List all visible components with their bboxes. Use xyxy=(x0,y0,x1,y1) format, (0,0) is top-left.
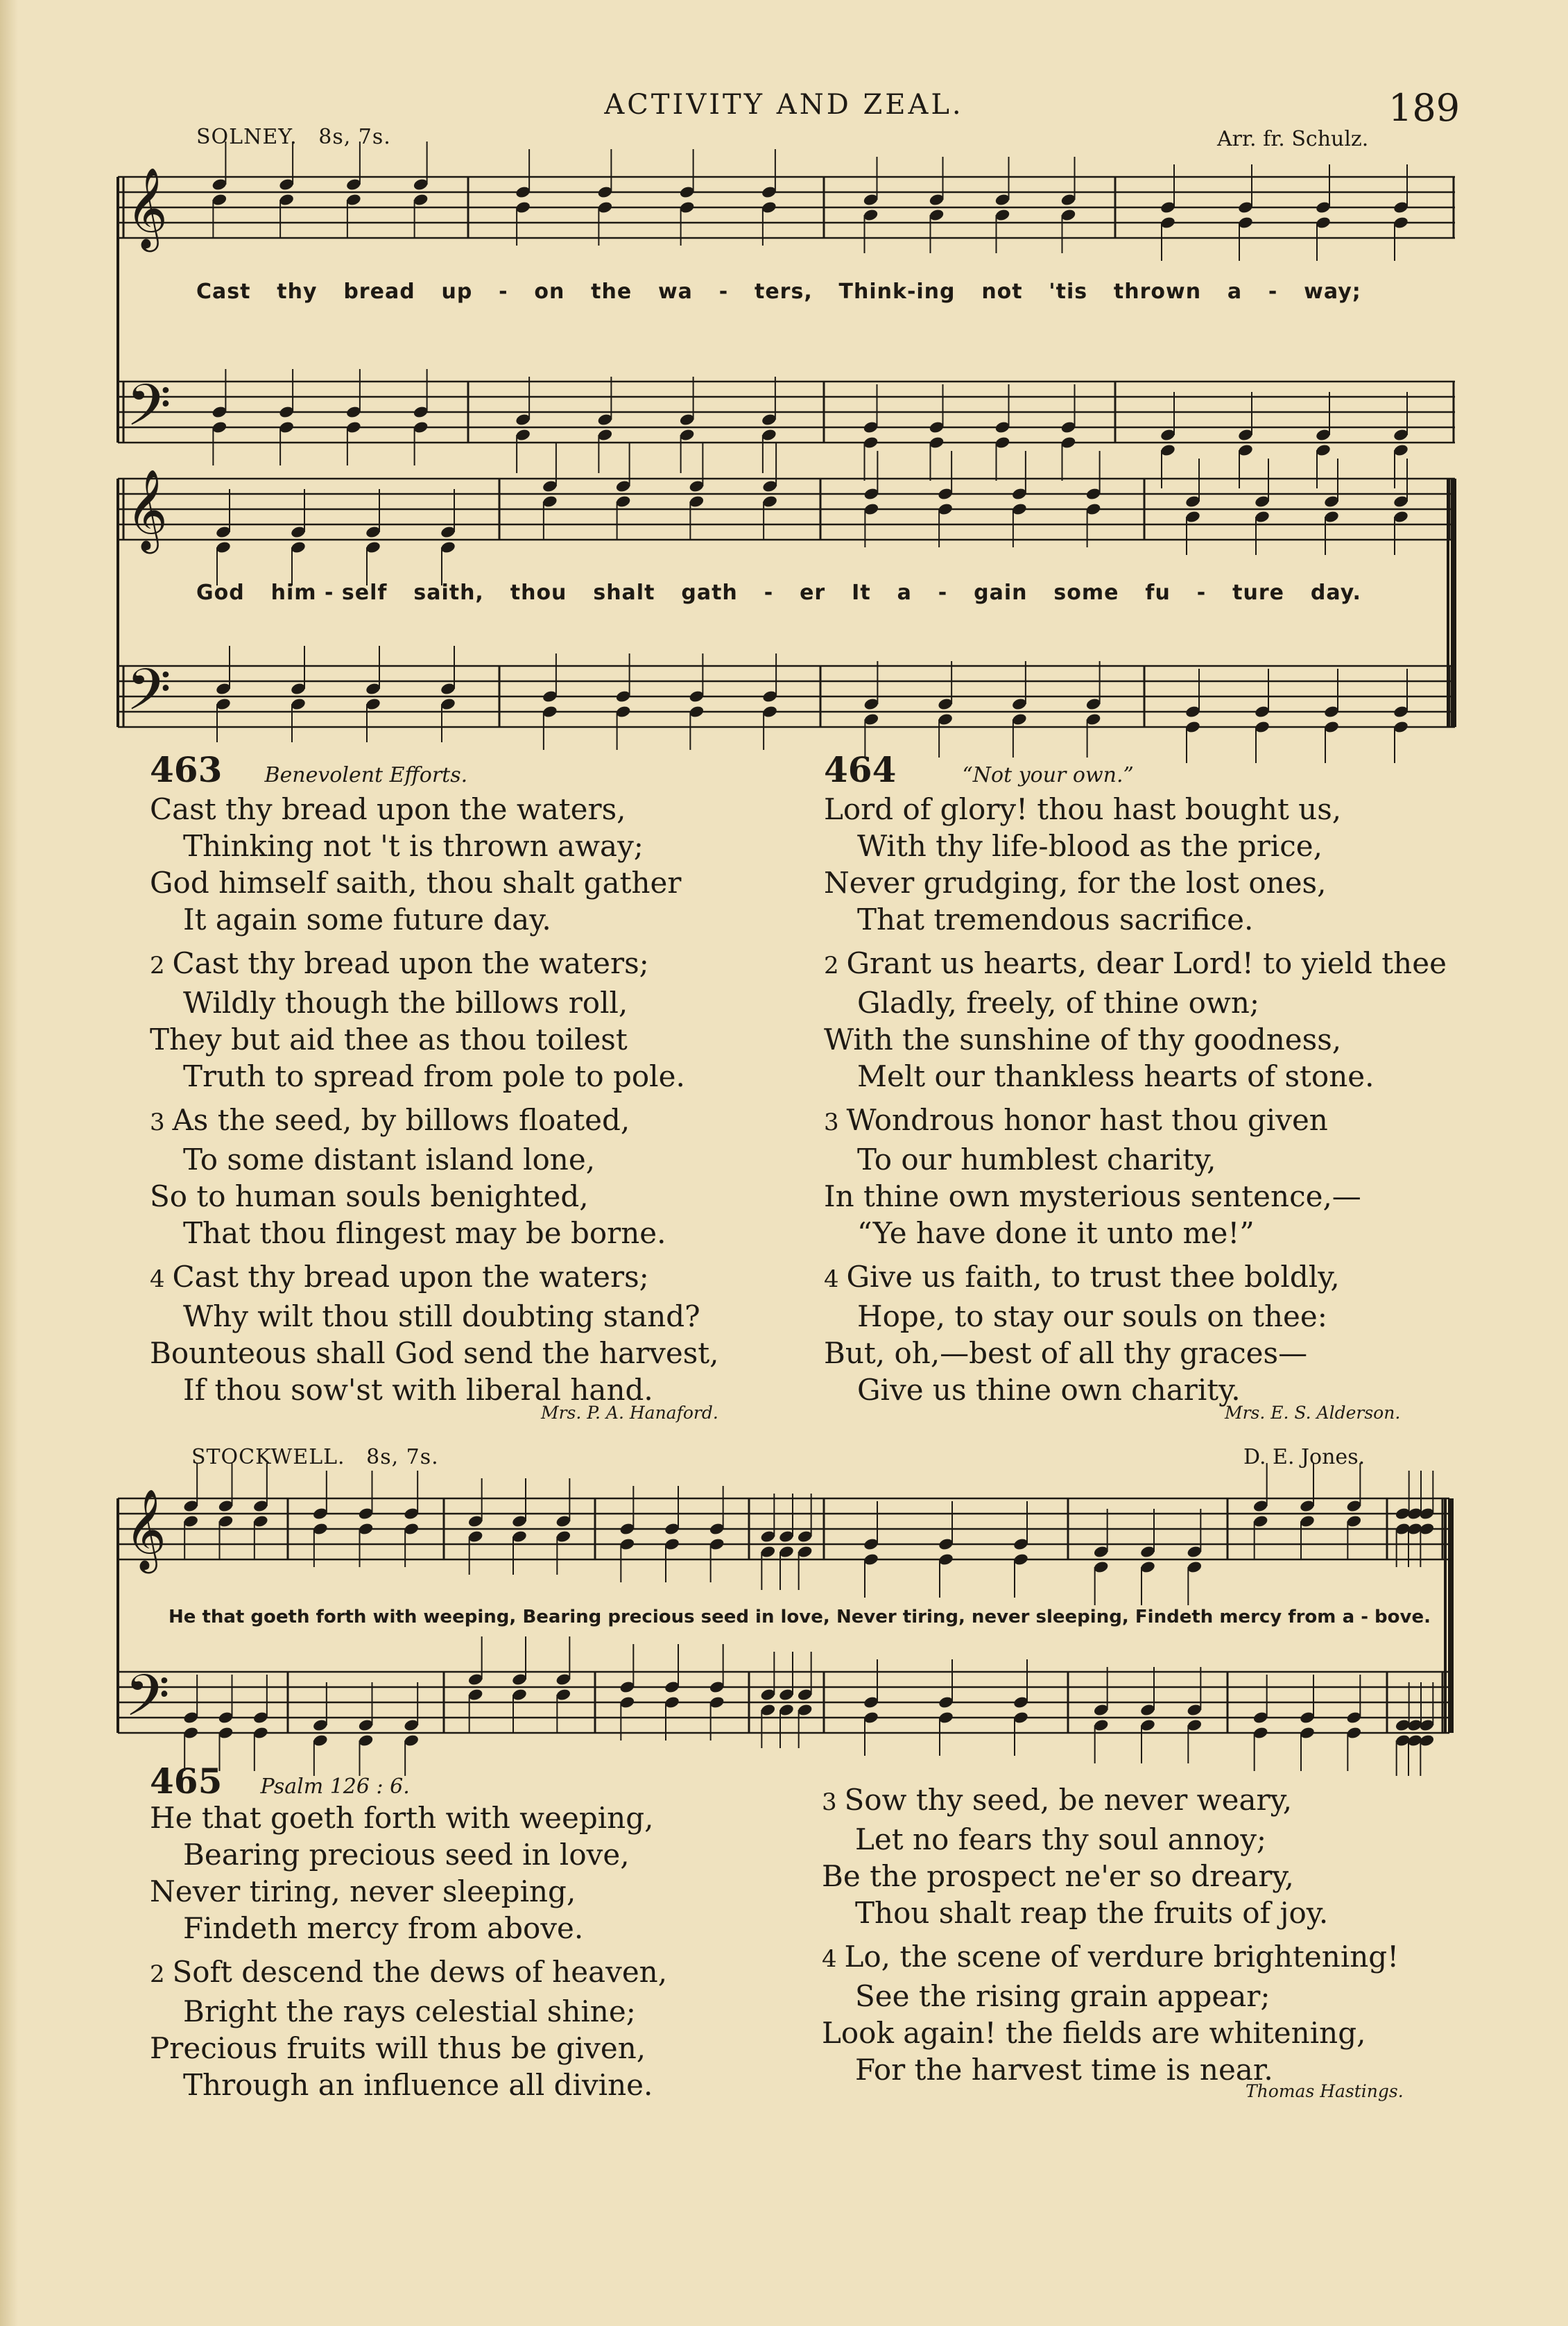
lyric-syllable: saith, xyxy=(413,581,484,605)
lyric-syllable: thrown xyxy=(1113,280,1202,304)
tune1-title: SOLNEY. xyxy=(196,125,298,149)
verse-text: It again some future day. xyxy=(183,903,551,937)
hymn-number: 465 xyxy=(150,1761,223,1802)
verse-text: To our humblest charity, xyxy=(857,1143,1216,1177)
tune1-lyrics-row2 xyxy=(196,581,1361,605)
verse-text: Let no fears thy soul annoy; xyxy=(855,1822,1267,1856)
verse-text: Bearing precious seed in love, xyxy=(183,1838,630,1872)
verse-text: See the rising grain appear; xyxy=(855,1979,1270,2013)
verse-line xyxy=(150,864,816,901)
verse-line xyxy=(824,1335,1469,1371)
verse-text: Wondrous honor hast thou given xyxy=(846,1103,1328,1137)
verse-text: Precious fruits will thus be given, xyxy=(150,2031,646,2065)
lyric-syllable: some xyxy=(1053,581,1119,605)
verse-line xyxy=(824,945,1469,984)
stanza-number: 3 xyxy=(150,1109,173,1136)
verse-text: To some distant island lone, xyxy=(183,1143,596,1177)
verse-text: As the seed, by billows floated, xyxy=(172,1103,630,1137)
verse-text: Be the prospect ne'er so dreary, xyxy=(822,1859,1294,1893)
lyric-syllable: Never tiring, never sleeping, xyxy=(836,1607,1129,1627)
lyric-syllable: 'tis xyxy=(1049,280,1088,304)
verse-line xyxy=(150,1799,816,1836)
verse-text: In thine own mysterious sentence,— xyxy=(824,1179,1361,1213)
lyric-syllable: It xyxy=(852,581,871,605)
stanza-number: 2 xyxy=(824,952,847,980)
verse-text: Grant us hearts, dear Lord! to yield thee xyxy=(846,946,1447,980)
lyric-syllable: ters, xyxy=(754,280,813,304)
hymn-465-text-right xyxy=(822,1781,1488,2088)
verse-line xyxy=(150,1058,816,1095)
verse-text: If thou sow'st with liberal hand. xyxy=(183,1373,653,1407)
lyric-syllable: him - self xyxy=(270,581,388,605)
verse-line xyxy=(150,1215,816,1251)
verse-line xyxy=(824,1141,1469,1178)
lyric-syllable: Cast xyxy=(196,280,251,304)
verse-line xyxy=(150,2030,816,2067)
hymn-465-heading xyxy=(150,1761,410,1802)
verse-text: Cast thy bread upon the waters, xyxy=(150,792,626,826)
verse-line xyxy=(150,1298,816,1335)
verse-line xyxy=(150,1178,816,1215)
verse-line xyxy=(150,828,816,864)
hymn-number: 463 xyxy=(150,749,223,790)
verse-line xyxy=(150,1335,816,1371)
lyric-syllable: on xyxy=(534,280,565,304)
verse-text: Why wilt thou still doubting stand? xyxy=(183,1299,700,1333)
lyric-syllable: - xyxy=(718,280,729,304)
hymn-463-author: Mrs. P. A. Hanaford. xyxy=(541,1403,718,1423)
verse-line xyxy=(824,1102,1469,1141)
verse-line xyxy=(822,1821,1488,1858)
verse-line xyxy=(822,1858,1488,1895)
lyric-syllable: ture xyxy=(1232,581,1284,605)
lyric-syllable: a - bove. xyxy=(1342,1607,1431,1627)
lyric-syllable: God xyxy=(196,581,245,605)
tune2-lyrics xyxy=(169,1607,1431,1627)
stanza-number: 3 xyxy=(822,1788,845,1816)
verse-text: Lord of glory! thou hast bought us, xyxy=(824,792,1342,826)
tune1-score xyxy=(0,0,1568,763)
stanza-number: 4 xyxy=(150,1265,173,1293)
lyric-syllable: up xyxy=(441,280,473,304)
verse-line xyxy=(150,1258,816,1298)
lyric-syllable: the xyxy=(591,280,632,304)
hymn-463-heading xyxy=(150,749,467,790)
stanza-number: 3 xyxy=(824,1109,847,1136)
verse-text: They but aid thee as thou toilest xyxy=(150,1023,628,1057)
running-head: ACTIVITY AND ZEAL. xyxy=(604,89,964,121)
tune2-title: STOCKWELL. xyxy=(191,1445,345,1469)
lyric-syllable: gath xyxy=(681,581,738,605)
treble-clef: 𝄞 xyxy=(126,166,168,249)
verse-text: “Ye have done it unto me!” xyxy=(857,1216,1255,1250)
verse-text: Give us thine own charity. xyxy=(857,1373,1241,1407)
verse-text: Cast thy bread upon the waters; xyxy=(172,946,649,980)
verse-text: Through an influence all divine. xyxy=(183,2068,653,2102)
treble-clef: 𝄞 xyxy=(125,1488,166,1571)
verse-line xyxy=(150,1910,816,1947)
verse-text: Soft descend the dews of heaven, xyxy=(172,1955,668,1989)
lyric-syllable: He that goeth forth with weeping, xyxy=(169,1607,517,1627)
lyric-syllable: - xyxy=(1196,581,1207,605)
verse-text: Sow thy seed, be never weary, xyxy=(844,1783,1293,1817)
verse-text: Give us faith, to trust thee boldly, xyxy=(846,1260,1340,1294)
verse-line xyxy=(824,1178,1469,1215)
hymn-subtitle: Psalm 126 : 6. xyxy=(260,1775,410,1799)
bass-clef: 𝄢 xyxy=(126,656,172,738)
lyric-syllable: Bearing precious seed in love, xyxy=(522,1607,830,1627)
tune2-composer: D. E. Jones. xyxy=(1243,1445,1365,1469)
verse-text: Bounteous shall God send the harvest, xyxy=(150,1336,719,1370)
verse-line xyxy=(150,984,816,1021)
lyric-syllable: Think-ing xyxy=(838,280,956,304)
verse-text: Truth to spread from pole to pole. xyxy=(183,1059,685,1093)
verse-line xyxy=(150,1141,816,1178)
treble-clef: 𝄞 xyxy=(126,468,168,551)
verse-line xyxy=(822,2015,1488,2051)
lyric-syllable: shalt xyxy=(593,581,655,605)
verse-text: Wildly though the billows roll, xyxy=(183,986,628,1020)
verse-text: For the harvest time is near. xyxy=(855,2053,1273,2087)
lyric-syllable: wa xyxy=(657,280,693,304)
verse-text: With thy life-blood as the price, xyxy=(857,829,1323,863)
lyric-syllable: a xyxy=(897,581,912,605)
stanza-number: 2 xyxy=(150,1960,173,1988)
lyric-syllable: - xyxy=(1268,280,1278,304)
verse-line xyxy=(150,1836,816,1873)
bass-clef: 𝄢 xyxy=(126,371,172,454)
verse-line xyxy=(822,1978,1488,2015)
verse-line xyxy=(824,828,1469,864)
verse-text: Thou shalt reap the fruits of joy. xyxy=(855,1896,1329,1930)
lyric-syllable: a xyxy=(1227,280,1243,304)
lyric-syllable: Findeth mercy from xyxy=(1135,1607,1336,1627)
bass-clef: 𝄢 xyxy=(125,1661,171,1744)
hymn-subtitle: “Not your own.” xyxy=(962,763,1134,787)
stanza-number: 2 xyxy=(150,952,173,980)
lyric-syllable: er xyxy=(800,581,826,605)
verse-text: But, oh,—best of all thy graces— xyxy=(824,1336,1308,1370)
verse-text: God himself saith, thou shalt gather xyxy=(150,866,682,900)
verse-line xyxy=(150,1873,816,1910)
verse-text: Thinking not 't is thrown away; xyxy=(183,829,644,863)
verse-line xyxy=(150,945,816,984)
stanza-number: 4 xyxy=(824,1265,847,1293)
verse-text: Cast thy bread upon the waters; xyxy=(172,1260,649,1294)
lyric-syllable: - xyxy=(764,581,774,605)
verse-line xyxy=(824,901,1469,938)
verse-line xyxy=(824,791,1469,828)
verse-text: So to human souls benighted, xyxy=(150,1179,589,1213)
verse-line xyxy=(150,791,816,828)
hymn-number: 464 xyxy=(824,749,897,790)
page-number: 189 xyxy=(1388,86,1461,130)
lyric-syllable: day. xyxy=(1310,581,1361,605)
verse-text: That thou flingest may be borne. xyxy=(183,1216,666,1250)
verse-line xyxy=(824,864,1469,901)
verse-text: With the sunshine of thy goodness, xyxy=(824,1023,1342,1057)
verse-text: Findeth mercy from above. xyxy=(183,1911,584,1945)
hymn-464-text xyxy=(824,791,1469,1408)
lyric-syllable: bread xyxy=(343,280,415,304)
hymn-464-author: Mrs. E. S. Alderson. xyxy=(1225,1403,1401,1423)
verse-line xyxy=(150,901,816,938)
verse-text: Never tiring, never sleeping, xyxy=(150,1874,576,1908)
lyric-syllable: fu xyxy=(1145,581,1171,605)
hymn-465-text-left xyxy=(150,1799,816,2103)
verse-line xyxy=(824,1021,1469,1058)
lyric-syllable: not xyxy=(981,280,1023,304)
lyric-syllable: way; xyxy=(1304,280,1361,304)
verse-text: Bright the rays celestial shine; xyxy=(183,1994,636,2028)
verse-line xyxy=(824,1058,1469,1095)
verse-line xyxy=(150,2067,816,2103)
verse-line xyxy=(824,1215,1469,1251)
verse-text: Look again! the fields are whitening, xyxy=(822,2016,1366,2050)
verse-text: Lo, the scene of verdure brightening! xyxy=(844,1940,1399,1974)
tune2-meter: 8s, 7s. xyxy=(366,1445,439,1469)
lyric-syllable: gain xyxy=(974,581,1028,605)
verse-text: Gladly, freely, of thine own; xyxy=(857,986,1260,1020)
verse-text: That tremendous sacrifice. xyxy=(857,903,1254,937)
verse-text: Never grudging, for the lost ones, xyxy=(824,866,1327,900)
tune1-composer: Arr. fr. Schulz. xyxy=(1217,127,1369,151)
verse-line xyxy=(824,984,1469,1021)
lyric-syllable: thy xyxy=(277,280,318,304)
verse-text: Hope, to stay our souls on thee: xyxy=(857,1299,1327,1333)
verse-text: Melt our thankless hearts of stone. xyxy=(857,1059,1375,1093)
verse-line xyxy=(824,1258,1469,1298)
hymn-465-author: Thomas Hastings. xyxy=(1246,2081,1404,2101)
verse-line xyxy=(150,1021,816,1058)
lyric-syllable: - xyxy=(499,280,508,304)
verse-line xyxy=(150,1993,816,2030)
hymn-subtitle: Benevolent Efforts. xyxy=(264,763,468,787)
hymn-464-heading xyxy=(824,749,1134,790)
lyric-syllable: thou xyxy=(510,581,567,605)
verse-line xyxy=(150,1953,816,1993)
tune1-lyrics-row1 xyxy=(196,280,1361,304)
verse-line xyxy=(822,1895,1488,1931)
hymn-463-text xyxy=(150,791,816,1408)
lyric-syllable: - xyxy=(938,581,948,605)
verse-line xyxy=(824,1298,1469,1335)
tune1-meter: 8s, 7s. xyxy=(318,125,391,149)
verse-line xyxy=(822,1781,1488,1821)
verse-text: He that goeth forth with weeping, xyxy=(150,1801,654,1835)
stanza-number: 4 xyxy=(822,1945,845,1973)
verse-line xyxy=(822,1938,1488,1978)
verse-line xyxy=(150,1102,816,1141)
